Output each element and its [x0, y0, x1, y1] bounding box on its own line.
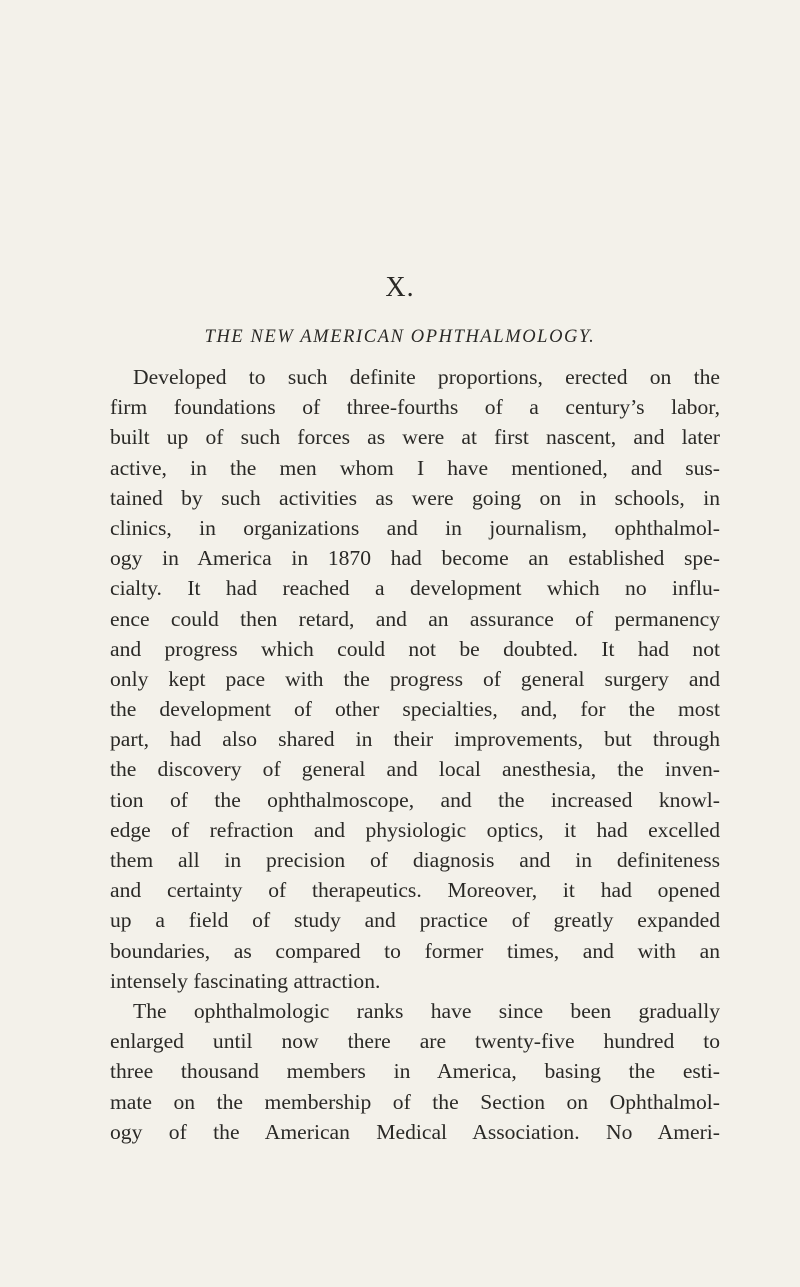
text-line: and certainty of therapeutics. Moreover, it had opened	[110, 878, 720, 903]
chapter-title: THE NEW AMERICAN OPHTHALMOLOGY.	[204, 327, 596, 347]
text-line: up a field of study and practice of greatly expanded	[110, 908, 720, 933]
text-line: intensely fascinating attraction.	[110, 968, 381, 993]
text-line: boundaries, as compared to former times, and with an	[110, 938, 720, 963]
text-line: Developed to such definite proportions, erected on the	[133, 365, 720, 389]
text-line: edge of refraction and physiologic optics, it had excelled	[110, 817, 720, 842]
text-line: ence could then retard, and an assurance of permanency	[110, 606, 720, 631]
text-line: the development of other specialties, and, for the most	[110, 697, 720, 722]
text-line: tained by such activities as were going on in schools, in	[110, 485, 720, 510]
text-line: The ophthalmologic ranks have since been gradually	[133, 998, 720, 1023]
text-line: tion of the ophthalmoscope, and the increased knowl-	[110, 787, 720, 812]
text-line: cialty. It had reached a development which no influ-	[110, 576, 720, 601]
text-line: them all in precision of diagnosis and in definiteness	[110, 848, 720, 872]
text-line: ogy in America in 1870 had become an established spe-	[110, 546, 720, 571]
text-line: and progress which could not be doubted. It had not	[110, 636, 720, 661]
text-line: part, had also shared in their improvements, but through	[110, 727, 720, 752]
text-line: mate on the membership of the Section on Ophthalmol-	[110, 1089, 720, 1114]
text-line: enlarged until now there are twenty-five hundred to	[110, 1029, 720, 1054]
chapter-number: X.	[385, 272, 415, 303]
body-text	[110, 362, 720, 1147]
text-line: three thousand members in America, basing the esti-	[110, 1059, 720, 1084]
text-line: firm foundations of three-fourths of a century’s labor,	[110, 395, 720, 420]
paragraph-1	[110, 362, 720, 996]
text-line: built up of such forces as were at first nascent, and later	[110, 425, 720, 450]
text-line: the discovery of general and local anesthesia, the inven-	[110, 757, 720, 782]
paragraph-2	[110, 996, 720, 1147]
text-line: ogy of the American Medical Association. No Ameri-	[110, 1119, 720, 1144]
text-line: active, in the men whom I have mentioned, and sus-	[110, 455, 720, 480]
text-line: clinics, in organizations and in journalism, ophthalmol-	[110, 515, 720, 540]
text-line: only kept pace with the progress of general surgery and	[110, 666, 720, 691]
